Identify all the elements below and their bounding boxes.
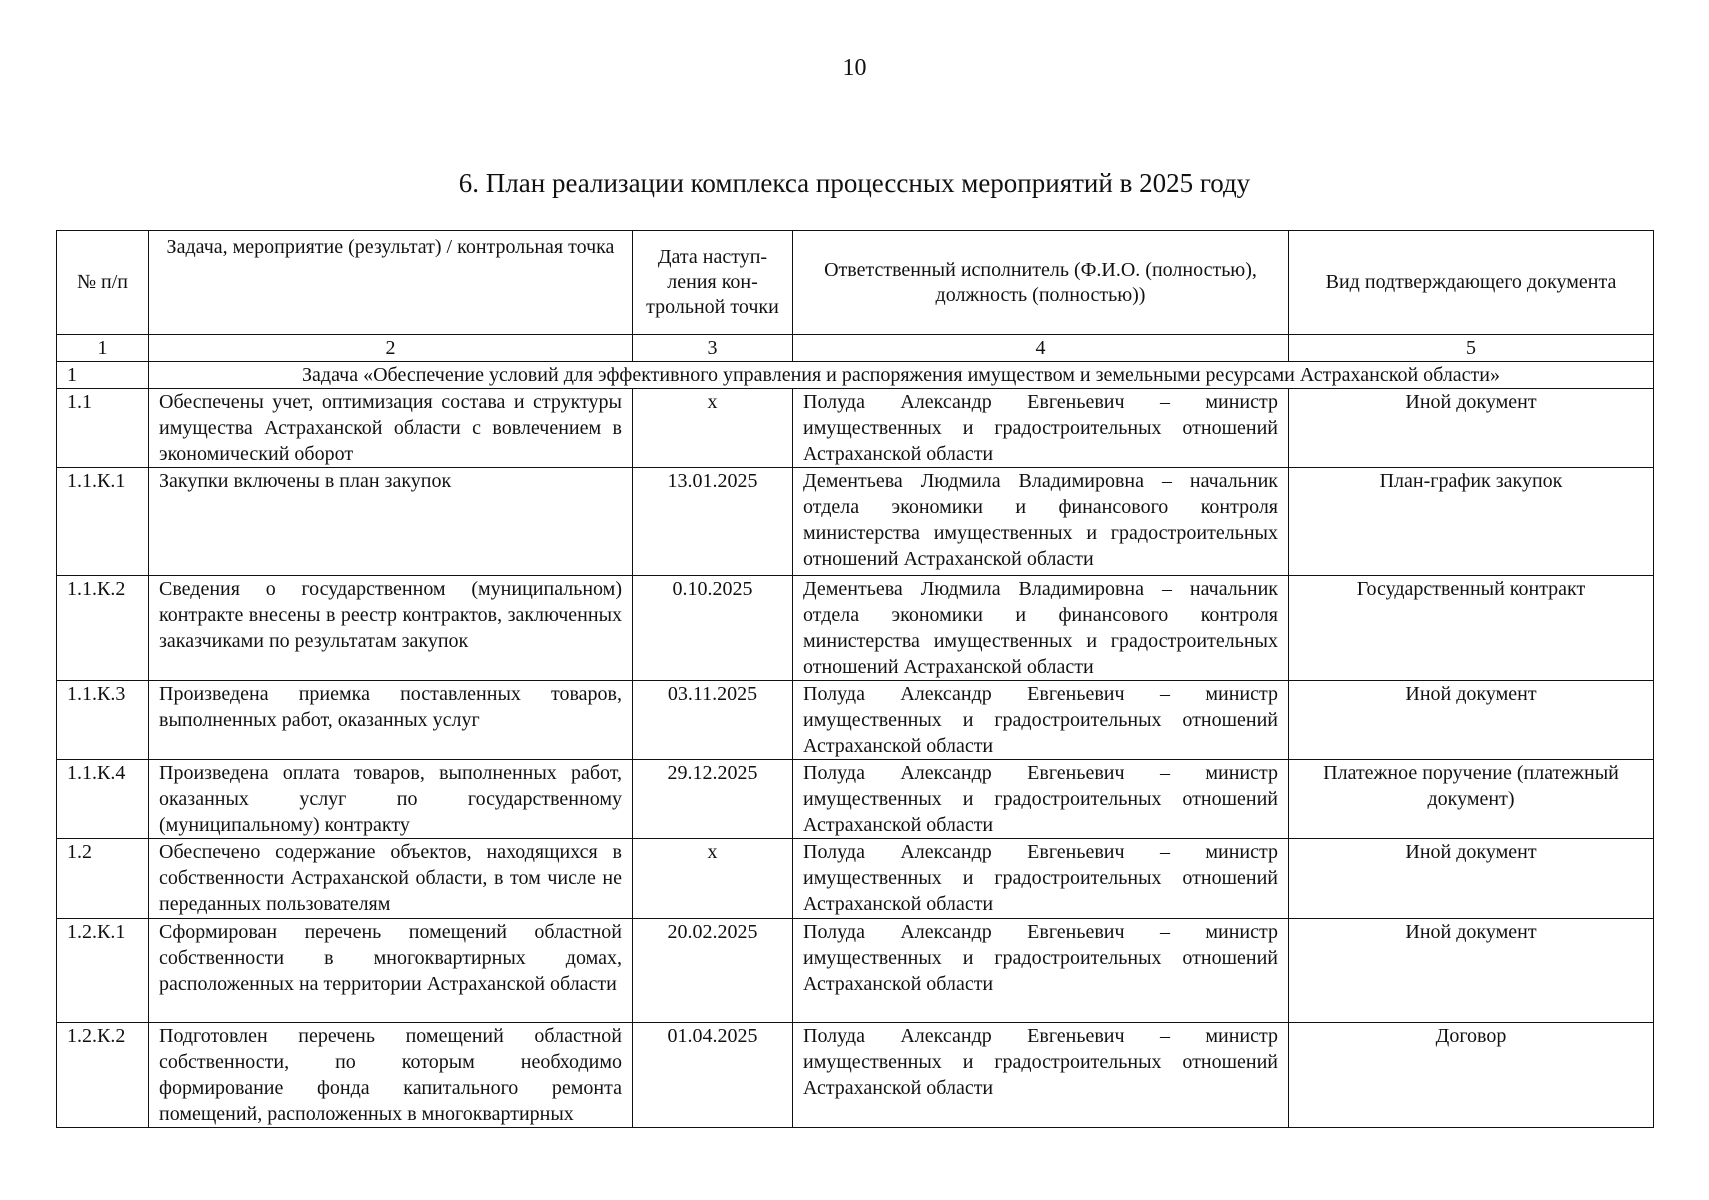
task-text: Задача «Обеспечение условий для эффективного управления и распоряжения имуществом и земельными ресурсами Астраханской области» [149,362,1654,389]
row-responsible: Дементьева Людмила Владимировна – начальник отдела экономики и финансового контроля министерства имущественных и градостроительных отношений Астраханской области [793,576,1289,681]
header-date: Дата наступ-ления кон-трольной точки [633,231,793,335]
row-date: 29.12.2025 [633,760,793,839]
row-task: Сведения о государственном (муниципальном) контракте внесены в реестр контрактов, заключенных заказчиками по результатам закупок [149,576,633,681]
row-num: 1.1.К.1 [57,468,149,576]
row-responsible: Дементьева Людмила Владимировна – начальник отдела экономики и финансового контроля министерства имущественных и градостроительных отношений Астраханской области [793,468,1289,576]
row-num: 1.2.К.1 [57,919,149,1023]
row-responsible: Полуда Александр Евгеньевич – министр имущественных и градостроительных отношений Астраханской области [793,919,1289,1023]
row-date: х [633,839,793,919]
table-row [57,839,1654,919]
row-num: 1.1.К.4 [57,760,149,839]
row-date: 13.01.2025 [633,468,793,576]
column-number: 1 [57,335,149,362]
row-task: Закупки включены в план закупок [149,468,633,576]
row-doc: Иной документ [1289,919,1654,1023]
table-row [57,681,1654,760]
task-num: 1 [57,362,149,389]
row-num: 1.1 [57,389,149,468]
row-task: Подготовлен перечень помещений областной собственности, по которым необходимо формирование фонда капитального ремонта помещений, расположенных в многоквартирных [149,1023,633,1128]
row-task: Произведена приемка поставленных товаров, выполненных работ, оказанных услуг [149,681,633,760]
table-header-row [57,231,1654,335]
row-num: 1.1.К.3 [57,681,149,760]
row-doc: Платежное поручение (платежный документ) [1289,760,1654,839]
column-number: 5 [1289,335,1654,362]
column-number: 2 [149,335,633,362]
row-date: 20.02.2025 [633,919,793,1023]
row-date: 03.11.2025 [633,681,793,760]
row-responsible: Полуда Александр Евгеньевич – министр имущественных и градостроительных отношений Астраханской области [793,389,1289,468]
row-num: 1.2 [57,839,149,919]
table-row [57,468,1654,576]
row-doc: Договор [1289,1023,1654,1128]
row-task: Обеспечено содержание объектов, находящихся в собственности Астраханской области, в том числе не переданных пользователям [149,839,633,919]
table-row [57,760,1654,839]
header-task: Задача, мероприятие (результат) / контрольная точка [149,231,633,335]
row-date: х [633,389,793,468]
row-doc: План-график закупок [1289,468,1654,576]
column-number: 3 [633,335,793,362]
row-responsible: Полуда Александр Евгеньевич – министр имущественных и градостроительных отношений Астраханской области [793,839,1289,919]
column-number: 4 [793,335,1289,362]
row-responsible: Полуда Александр Евгеньевич – министр имущественных и градостроительных отношений Астраханской области [793,681,1289,760]
row-task: Обеспечены учет, оптимизация состава и структуры имущества Астраханской области с вовлечением в экономический оборот [149,389,633,468]
row-task: Произведена оплата товаров, выполненных работ, оказанных услуг по государственному (муниципальному) контракту [149,760,633,839]
header-num: № п/п [57,231,149,335]
row-doc: Иной документ [1289,681,1654,760]
row-doc: Иной документ [1289,839,1654,919]
task-row [57,362,1654,389]
row-date: 01.04.2025 [633,1023,793,1128]
table-row [57,919,1654,1023]
row-responsible: Полуда Александр Евгеньевич – министр имущественных и градостроительных отношений Астраханской области [793,1023,1289,1128]
page-title: 6. План реализации комплекса процессных мероприятий в 2025 году [458,168,1251,198]
column-number-row [57,335,1654,362]
header-doc: Вид подтверждающего документа [1289,231,1654,335]
table-row [57,1023,1654,1128]
row-doc: Иной документ [1289,389,1654,468]
table-row [57,389,1654,468]
row-date: 0.10.2025 [633,576,793,681]
row-num: 1.1.К.2 [57,576,149,681]
table-row [57,576,1654,681]
plan-table [56,230,1654,1128]
page-number: 10 [842,55,867,81]
row-task: Сформирован перечень помещений областной собственности в многоквартирных домах, расположенных на территории Астраханской области [149,919,633,1023]
row-num: 1.2.К.2 [57,1023,149,1128]
row-responsible: Полуда Александр Евгеньевич – министр имущественных и градостроительных отношений Астраханской области [793,760,1289,839]
row-doc: Государственный контракт [1289,576,1654,681]
header-responsible: Ответственный исполнитель (Ф.И.О. (полностью), должность (полностью)) [793,231,1289,335]
